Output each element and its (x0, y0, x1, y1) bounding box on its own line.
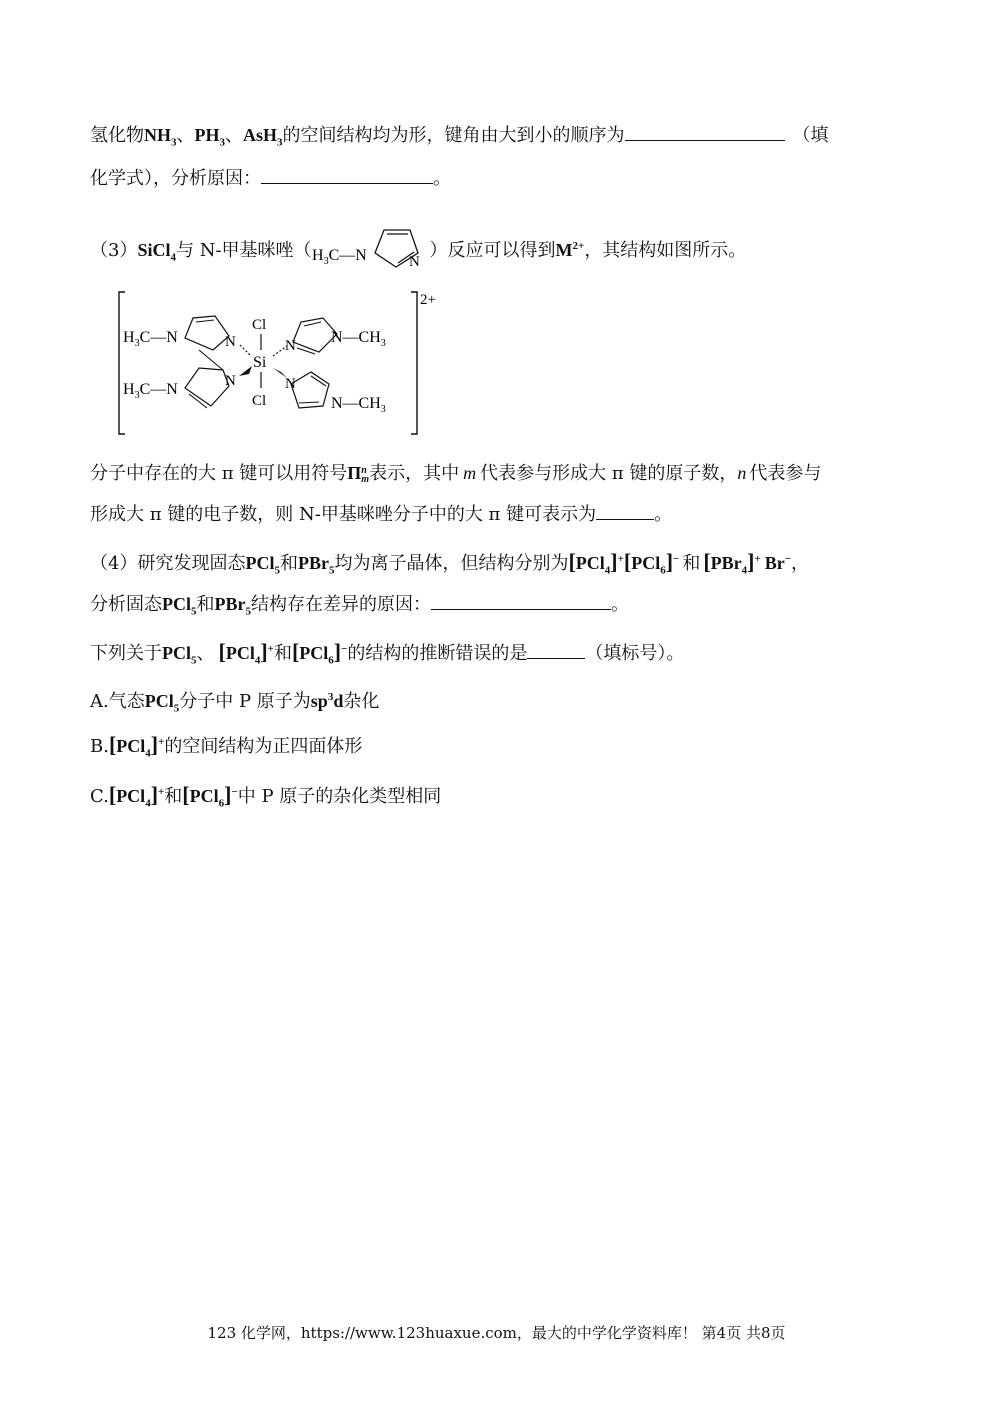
ion-br-minus: Br− (764, 553, 792, 573)
q4-line-3: 下列关于PCl$_5$、 [PCl$_4$]+和[PCl$_6$]−的结构的推断错误的是 （填标号）。 (90, 639, 685, 667)
formula-pcl5: PCl$_5$ (144, 691, 180, 715)
ion-pcl4-plus: [PCl$_4$]+ (108, 732, 165, 760)
formula-m2plus: $M^{2+}$ (555, 240, 585, 260)
formula-pcl5: PCl$_5$ (162, 643, 197, 667)
option-a: A.气态PCl$_5$分子中 P 原子为$sp^3d$杂化 (90, 691, 380, 715)
answer-blank (431, 591, 611, 610)
page-footer: 123 化学网，https://www.123huaxue.com，最大的中学化学资料库！ 第4页 共8页 (207, 1324, 786, 1342)
formula-pcl5: PCl$_5$ (245, 553, 280, 577)
q3-intro: （3）SiCl$_4$与 N-甲基咪唑（ $H_3C—N$ N ）反应可以得到$M^{2+}$，其结构如图所示。 (90, 222, 746, 276)
option-b: B.[PCl$_4$]+的空间结构为正四面体形 (90, 732, 363, 760)
cl-label: Cl (252, 393, 267, 409)
methyl-label: $H_3C—N$ (123, 381, 178, 401)
q4-line-1: （4）研究发现固态PCl$_5$和PBr$_5$均为离子晶体，但结构分别为[PCl$_4$]+[PCl$_6$]− 和 [PBr$_4$]+ Br−， (90, 549, 810, 577)
svg-text:N: N (285, 376, 296, 392)
formula-pbr5: PBr$_5$ (214, 594, 251, 618)
pi-bond-line-2: 形成大 π 键的电子数，则 N-甲基咪唑分子中的大 π 键可表示为 。 (90, 501, 672, 528)
charge-label: 2+ (420, 292, 436, 308)
q4-line-2: 分析固态PCl$_5$和PBr$_5$结构存在差异的原因： 。 (90, 591, 629, 625)
hybridization-sp3d: $sp^3d$ (310, 691, 344, 711)
answer-blank (625, 122, 785, 141)
ion-pcl6-minus: [PCl$_6$]− (182, 782, 238, 810)
svg-text:N: N (225, 373, 236, 389)
si-label: Si (253, 354, 267, 371)
formula-pcl5: PCl$_5$ (162, 594, 197, 618)
q2-line-2: 化学式），分析原因： 。 (90, 165, 451, 192)
svg-text:N: N (285, 338, 296, 354)
svg-text:H3C—N: $H_3C—N$ (311, 247, 367, 267)
answer-blank (261, 165, 433, 184)
answer-blank (527, 640, 585, 659)
pi-bond-line-1: 分子中存在的大 π 键可以用符号Π n m 表示，其中 m 代表参与形成大 π 键的原子数，n 代表参与 (90, 463, 822, 485)
svg-text:N—CH3: $N—CH_3$ (331, 395, 386, 415)
formula-ash3: AsH$_3$ (243, 125, 283, 149)
ion-pcl4-plus: [PCl$_4$]+ (568, 549, 624, 577)
ion-pcl4-plus: [PCl$_4$]+ (218, 639, 274, 667)
text: 的空间结构均为形，键角由大到小的顺序为 (282, 125, 625, 146)
svg-text:N—CH3: $N—CH_3$ (331, 329, 386, 349)
svg-text:N: N (408, 254, 420, 270)
formula-sicl4: SiCl$_4$ (137, 240, 176, 264)
ion-pcl4-plus: [PCl$_4$]+ (108, 782, 165, 810)
option-c: C.[PCl$_4$]+和[PCl$_6$]−中 P 原子的杂化类型相同 (90, 782, 442, 810)
pi-symbol: Π n m (347, 463, 370, 485)
q2-line-1: 氢化物$NH_3$、$PH_3$、AsH$_3$的空间结构均为形，键角由大到小的顺序为 （填 (90, 122, 829, 156)
formula-pbr5: PBr$_5$ (297, 553, 335, 577)
formula-ph3: $PH_3$ (194, 125, 225, 149)
answer-blank (596, 501, 654, 520)
n-methylimidazole-structure (312, 222, 430, 276)
svg-text:N: N (225, 334, 236, 350)
methyl-label: $H_3C—N$ (123, 329, 178, 349)
text: 氢化物 (90, 125, 144, 146)
ion-pcl6-minus: [PCl$_6$]− (291, 639, 348, 667)
ion-pcl6-minus: [PCl$_6$]− (623, 549, 680, 577)
formula-nh3: $NH_3$ (144, 125, 177, 149)
cl-label: Cl (252, 317, 267, 333)
complex-structure-diagram (115, 288, 445, 438)
ion-pbr4-plus: [PBr$_4$]+ (703, 549, 761, 577)
